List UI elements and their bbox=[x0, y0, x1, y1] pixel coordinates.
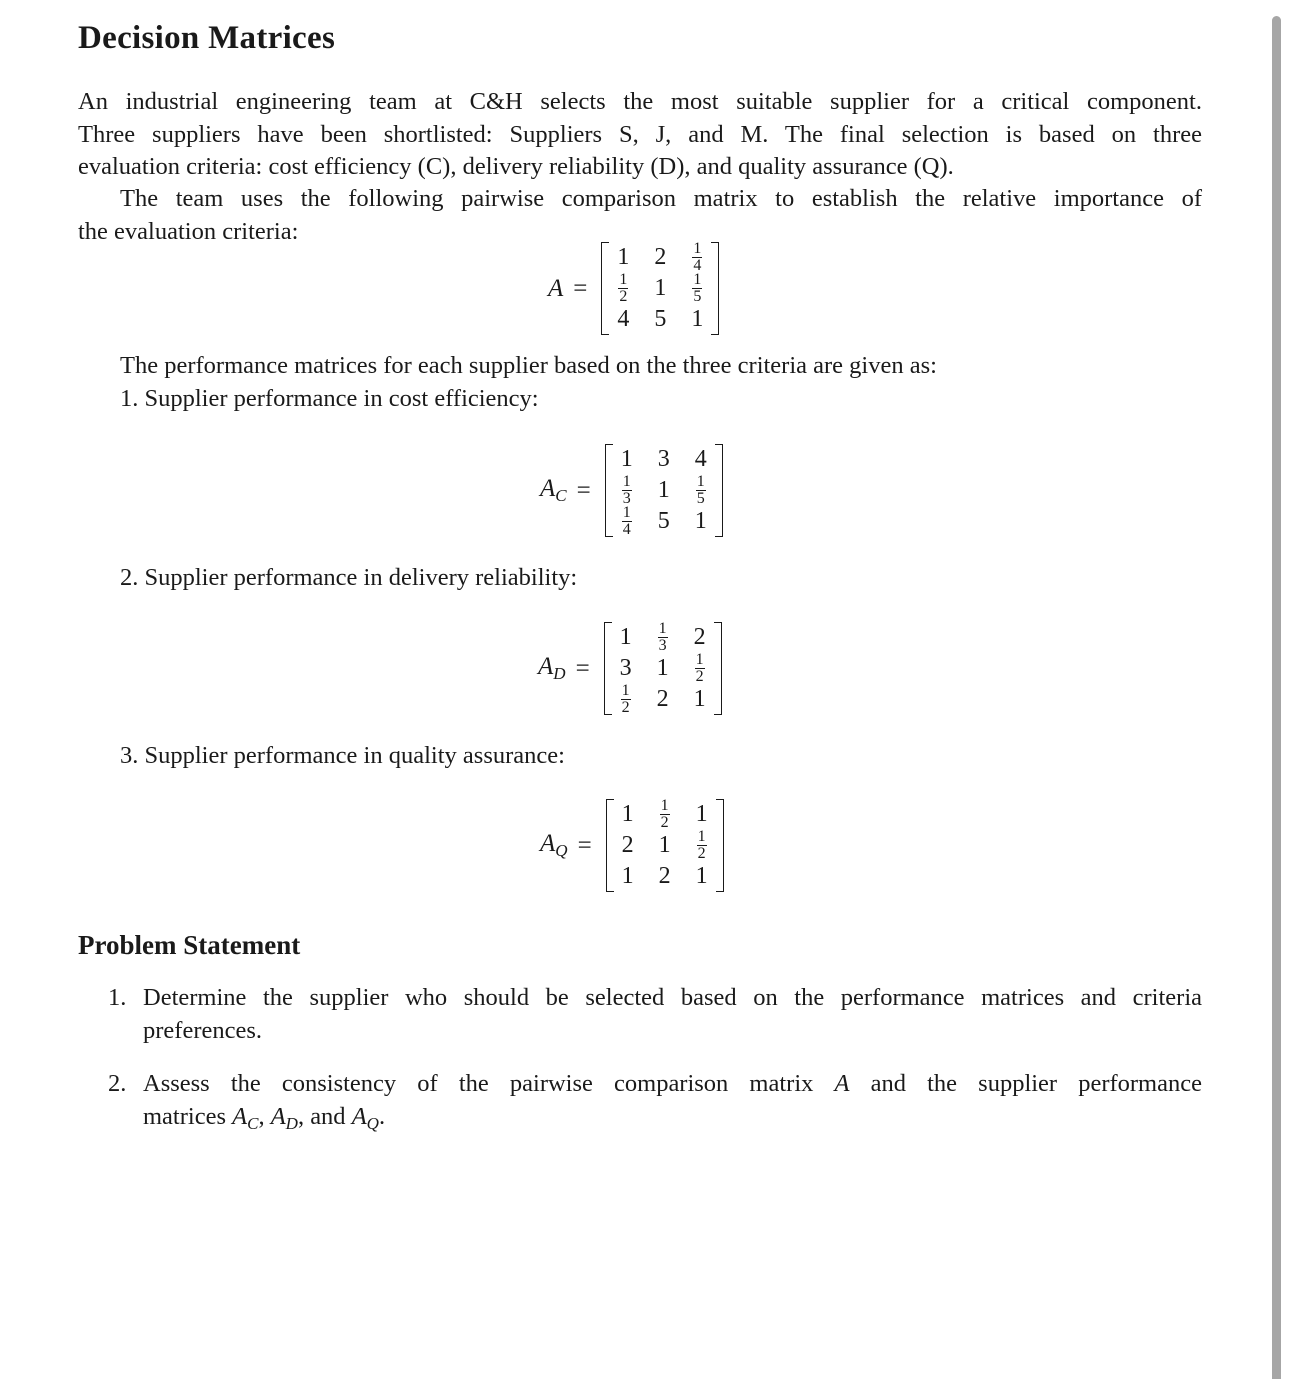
matrix-q-ref: $A_Q$ bbox=[351, 1102, 379, 1133]
matrix-cell bbox=[609, 475, 645, 506]
matrix-cell bbox=[646, 799, 684, 830]
matrix-a-ref: A bbox=[834, 1070, 850, 1097]
fraction: $\frac{1}{4}$ bbox=[622, 504, 631, 538]
matrix-cell: 4 bbox=[617, 306, 630, 332]
equals-sign: = bbox=[575, 654, 590, 682]
matrix-cell: 1 bbox=[691, 306, 704, 332]
matrix-a bbox=[601, 242, 719, 335]
matrix-c-ref: $A_C$ bbox=[232, 1102, 259, 1133]
matrix-cell: 1 bbox=[656, 655, 669, 681]
matrix-c bbox=[605, 444, 723, 537]
matrix-cell: 1 bbox=[695, 863, 708, 889]
problem-item-1 bbox=[108, 982, 1202, 1047]
matrix-cell: 1 bbox=[621, 863, 634, 889]
vertical-scrollbar[interactable] bbox=[1272, 16, 1281, 1379]
matrix-cell: 2 bbox=[693, 624, 706, 650]
matrix-cell: 1 bbox=[658, 832, 671, 858]
matrix-cell: 1 bbox=[620, 446, 633, 472]
list-number: 1. bbox=[108, 984, 127, 1011]
fraction: $\frac{1}{2}$ bbox=[619, 271, 628, 305]
matrix-cell: 2 bbox=[621, 832, 634, 858]
matrix-cell bbox=[679, 273, 715, 304]
item-cost-efficiency: 1. Supplier performance in cost efficiency: bbox=[120, 385, 539, 412]
fraction: $\frac{1}{5}$ bbox=[696, 473, 705, 507]
matrix-cell: 2 bbox=[654, 244, 667, 270]
fraction: $\frac{1}{4}$ bbox=[693, 240, 702, 274]
problem-item-text: preferences. bbox=[143, 1016, 263, 1044]
intro-paragraph bbox=[78, 86, 1202, 184]
problem-item-text: Determine the supplier who should be selected based on the performance matrices and criteria bbox=[143, 984, 1202, 1011]
intro-line: evaluation criteria: cost efficiency (C), delivery reliability (D), and quality assurance (Q). bbox=[78, 153, 954, 180]
fraction: $\frac{1}{3}$ bbox=[622, 473, 631, 507]
fraction: $\frac{1}{2}$ bbox=[697, 828, 706, 862]
matrix-cell bbox=[605, 273, 641, 304]
intro-line: Three suppliers have been shortlisted: Suppliers S, J, and M. The final selection is based on three bbox=[78, 120, 1202, 148]
matrix-a-label: A bbox=[548, 274, 564, 302]
matrix-d-equation bbox=[538, 622, 722, 715]
matrix-cell bbox=[683, 475, 719, 506]
matrix-q bbox=[606, 799, 724, 892]
fraction: $\frac{1}{2}$ bbox=[695, 651, 704, 685]
matrix-q-label: $A_Q$ bbox=[540, 830, 568, 860]
item-delivery-reliability: 2. Supplier performance in delivery reliability: bbox=[120, 564, 578, 591]
performance-intro: The performance matrices for each supplier based on the three criteria are given as: bbox=[120, 352, 937, 379]
list-number: 2. bbox=[108, 1070, 127, 1097]
matrix-d-ref: $A_D$ bbox=[270, 1102, 298, 1133]
equals-sign: = bbox=[576, 476, 591, 504]
criteria-line: The team uses the following pairwise comparison matrix to establish the relative importance of bbox=[120, 185, 1202, 212]
fraction: $\frac{1}{2}$ bbox=[621, 682, 630, 716]
criteria-paragraph bbox=[78, 183, 1202, 248]
matrix-cell: 3 bbox=[619, 655, 632, 681]
matrix-cell: 1 bbox=[693, 686, 706, 712]
matrix-cell: 2 bbox=[658, 863, 671, 889]
problem-item-text: Assess the consistency of the pairwise comparison matrix A and the supplier performance bbox=[143, 1070, 1202, 1097]
matrix-cell: 4 bbox=[694, 446, 707, 472]
matrix-c-label: $A_C$ bbox=[540, 475, 567, 505]
matrix-d-label: $A_D$ bbox=[538, 653, 566, 683]
matrix-cell: 1 bbox=[654, 275, 667, 301]
matrix-cell: 1 bbox=[621, 801, 634, 827]
criteria-line: the evaluation criteria: bbox=[78, 217, 299, 245]
matrix-d bbox=[604, 622, 722, 715]
matrix-cell: 1 bbox=[617, 244, 630, 270]
problem-statement-heading: Problem Statement bbox=[78, 930, 301, 960]
matrix-cell bbox=[684, 830, 720, 861]
page-title: Decision Matrices bbox=[78, 20, 336, 56]
matrix-cell bbox=[682, 653, 718, 684]
matrix-cell bbox=[679, 242, 715, 273]
problem-item-text: matrices $A_C$, $A_D$, and $A_Q$. bbox=[143, 1102, 386, 1133]
intro-line: An industrial engineering team at C&H selects the most suitable supplier for a critical component. bbox=[78, 88, 1202, 115]
matrix-cell: 1 bbox=[619, 624, 632, 650]
matrix-cell: 5 bbox=[654, 306, 667, 332]
matrix-cell: 2 bbox=[656, 686, 669, 712]
matrix-cell: 1 bbox=[694, 508, 707, 534]
fraction: $\frac{1}{3}$ bbox=[658, 620, 667, 654]
matrix-q-equation bbox=[540, 799, 724, 892]
item-quality-assurance: 3. Supplier performance in quality assurance: bbox=[120, 742, 565, 769]
matrix-cell: 1 bbox=[657, 477, 670, 503]
matrix-cell: 1 bbox=[695, 801, 708, 827]
fraction: $\frac{1}{2}$ bbox=[660, 797, 669, 831]
matrix-cell: 3 bbox=[657, 446, 670, 472]
fraction: $\frac{1}{5}$ bbox=[693, 271, 702, 305]
matrix-cell: 5 bbox=[657, 508, 670, 534]
equals-sign: = bbox=[573, 274, 588, 302]
matrix-cell bbox=[608, 684, 644, 715]
problem-item-2 bbox=[108, 1068, 1202, 1140]
equals-sign: = bbox=[577, 831, 592, 859]
matrix-c-equation bbox=[540, 444, 723, 537]
matrix-a-equation bbox=[548, 242, 719, 335]
matrix-cell bbox=[609, 506, 645, 537]
matrix-cell bbox=[644, 622, 682, 653]
